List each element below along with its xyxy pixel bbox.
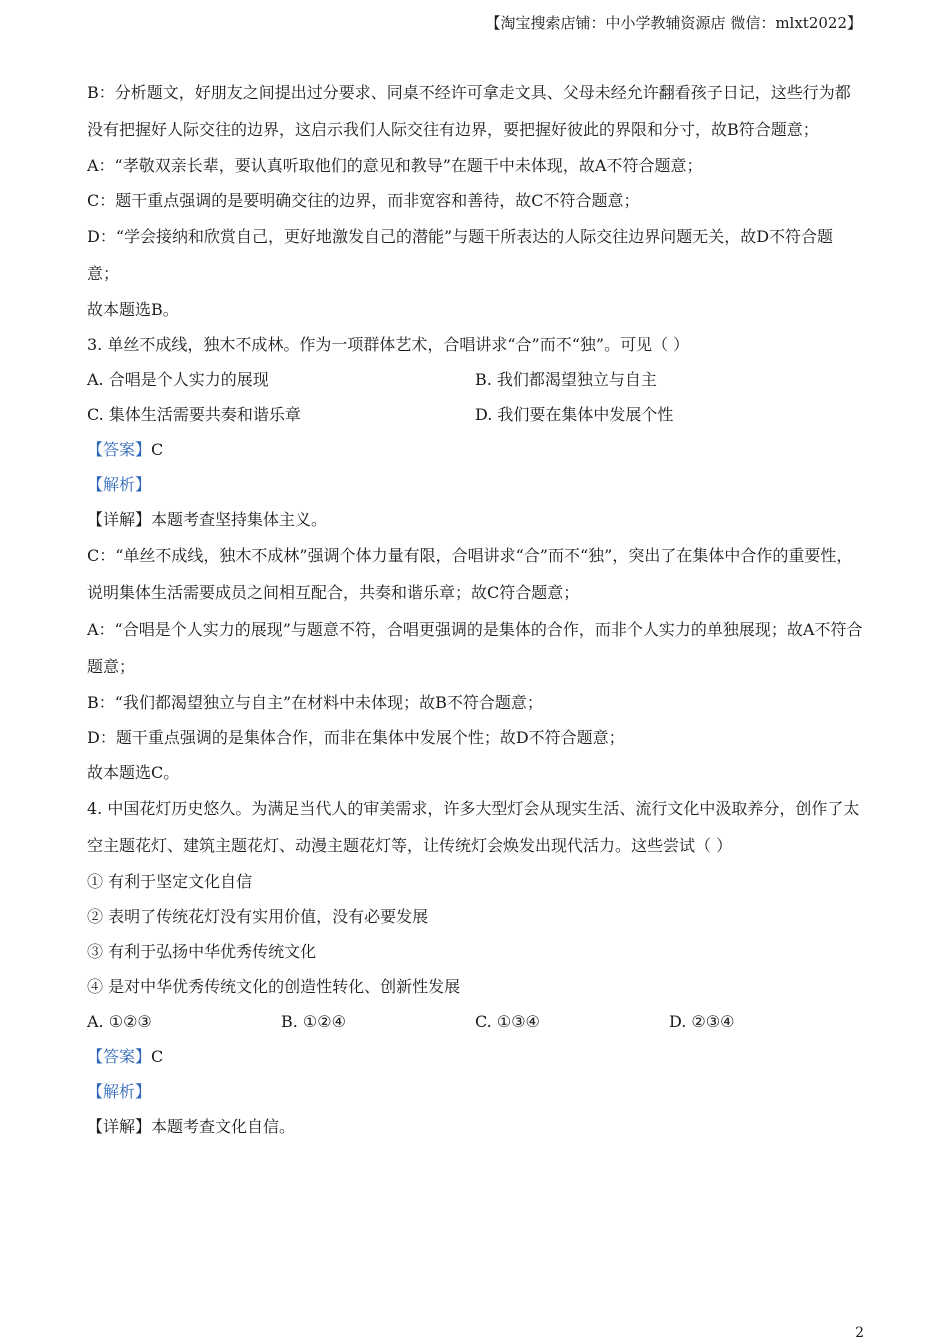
q4-answer-value: C — [151, 1047, 164, 1066]
document-body — [87, 74, 863, 1144]
q3-option-c: C. 集体生活需要共奏和谐乐章 — [87, 405, 301, 424]
page-number: 2 — [855, 1325, 864, 1341]
q3-option-b: B. 我们都渴望独立与自主 — [475, 370, 657, 389]
q2-option-d-analysis: D：“学会接纳和欣赏自己，更好地激发自己的潜能”与题干所表达的人际交往边界问题无关，故D不符合题意； — [87, 227, 834, 283]
q4-answer-tag: 【答案】 — [87, 1047, 152, 1066]
q3-answer — [87, 432, 863, 467]
q4-option-d: D. ②③④ — [669, 1012, 735, 1031]
q3-answer-value: C — [151, 440, 164, 459]
q2-option-b-analysis: B：分析题文，好朋友之间提出过分要求、同桌不经许可拿走文具、父母未经允许翻看孩子日记，这些行为都没有把握好人际交往的边界，这启示我们人际交往有边界，要把握好彼此的界限和分寸，故B符合题意； — [87, 83, 851, 139]
q4-detail: 【详解】本题考查文化自信。 — [87, 1117, 296, 1136]
q3-option-a: A. 合唱是个人实力的展现 — [87, 370, 269, 389]
q4-item-3: ③ 有利于弘扬中华优秀传统文化 — [87, 942, 317, 961]
q3-detail: 【详解】本题考查坚持集体主义。 — [87, 510, 328, 529]
q3-options-row-2 — [87, 397, 863, 432]
q3-option-d: D. 我们要在集体中发展个性 — [475, 405, 674, 424]
q3-option-d-analysis: D：题干重点强调的是集体合作，而非在集体中发展个性；故D不符合题意； — [87, 728, 625, 747]
q4-option-a: A. ①②③ — [87, 1012, 152, 1031]
q3-option-a-analysis: A：“合唱是个人实力的展现”与题意不符，合唱更强调的是集体的合作，而非个人实力的单独展现；故A不符合题意； — [87, 620, 863, 676]
q4-stem: 4. 中国花灯历史悠久。为满足当代人的审美需求，许多大型灯会从现实生活、流行文化中汲取养分，创作了太空主题花灯、建筑主题花灯、动漫主题花灯等，让传统灯会焕发出现代活力。这些尝试（ ） — [87, 799, 860, 855]
q3-analysis-tag: 【解析】 — [87, 475, 152, 494]
q3-answer-tag: 【答案】 — [87, 440, 152, 459]
q2-option-c-analysis: C：题干重点强调的是要明确交往的边界，而非宽容和善待，故C不符合题意； — [87, 191, 640, 210]
q3-conclusion: 故本题选C。 — [87, 763, 180, 782]
q3-option-c-analysis: C：“单丝不成线，独木不成林”强调个体力量有限，合唱讲求“合”而不“独”，突出了在集体中合作的重要性，说明集体生活需要成员之间相互配合，共奏和谐乐章；故C符合题意； — [87, 546, 853, 602]
q4-option-c: C. ①③④ — [475, 1012, 540, 1031]
q4-item-2: ② 表明了传统花灯没有实用价值，没有必要发展 — [87, 907, 429, 926]
q2-option-a-analysis: A：“孝敬双亲长辈，要认真听取他们的意见和教导”在题干中未体现，故A不符合题意； — [87, 156, 703, 175]
q4-item-1: ① 有利于坚定文化自信 — [87, 872, 253, 891]
q3-stem: 3. 单丝不成线，独木不成林。作为一项群体艺术，合唱讲求“合”而不“独”。可见（ ） — [87, 335, 690, 354]
q3-option-b-analysis: B：“我们都渴望独立与自主”在材料中未体现；故B不符合题意； — [87, 693, 543, 712]
q4-analysis-tag: 【解析】 — [87, 1082, 152, 1101]
q4-item-4: ④ 是对中华优秀传统文化的创造性转化、创新性发展 — [87, 977, 461, 996]
q3-options-row-1 — [87, 362, 863, 397]
page-header: 【淘宝搜索店铺：中小学教辅资源店 微信：mlxt2022】 — [485, 14, 862, 32]
q2-conclusion: 故本题选B。 — [87, 300, 179, 319]
q4-answer — [87, 1039, 863, 1074]
q4-option-b: B. ①②④ — [281, 1012, 346, 1031]
q4-options-row — [87, 1004, 863, 1039]
